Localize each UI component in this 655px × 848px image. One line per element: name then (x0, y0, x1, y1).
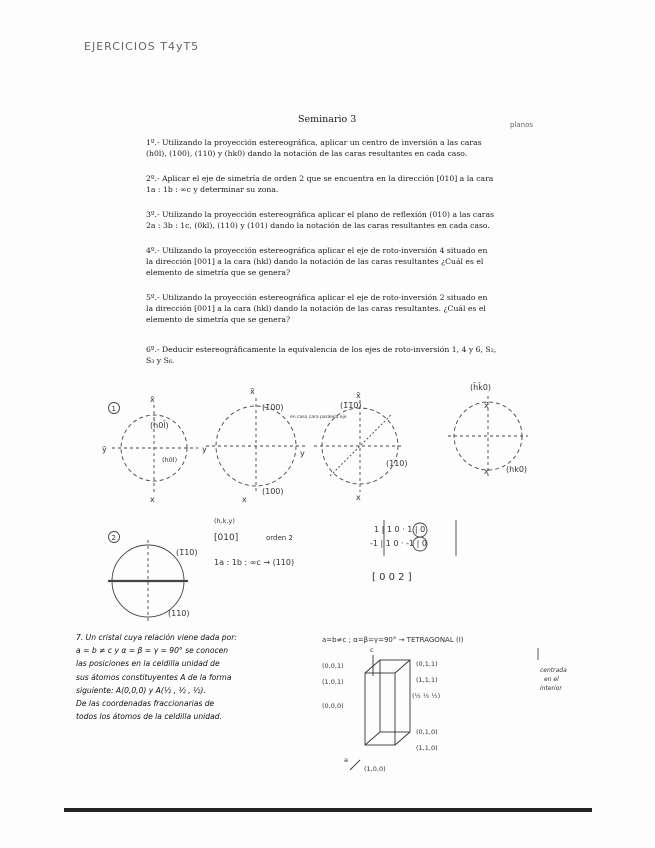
circled-number-2: 2 (111, 534, 116, 542)
f2-axis-y: y (300, 449, 305, 458)
ex7-coord-right-3: (½ ½ ½) (412, 692, 441, 700)
page-title: Seminario 3 (298, 114, 357, 125)
exercise-line: 3º.- Utilizando la proyección estereográfica aplicar el plano de reflexión (010) a las caras (146, 210, 494, 219)
ex7-answer-header: a=b≠c ; α=β=γ=90° → TETRAGONAL (I) (322, 636, 464, 644)
f5-mid-hky: (h,k,y) (214, 517, 235, 525)
ex7-coord-left-1: (0,0,1) (322, 662, 344, 670)
stereo-circle-4 (454, 402, 522, 470)
f5-mid-result: 1a : 1b : ∞c → (110) (214, 558, 295, 567)
ex7-coord-left-2: (1,0,1) (322, 678, 344, 686)
ex7-coord-bottom: (1,0,0) (364, 765, 386, 773)
f5-orden: orden 2 (266, 534, 293, 542)
ex7-line: todos los átomos de la celdilla unidad. (76, 712, 222, 722)
exercise-line: 6º.- Deducir estereográficamente la equivalencia de los ejes de roto-inversión 1, 4 y 6, S₂, (146, 345, 497, 354)
exercise-line: S₃ y S₆. (146, 356, 175, 365)
f5-bottom-label: (110) (168, 609, 190, 618)
f1-axis-ybar: ȳ (102, 445, 107, 454)
ex7-axis-c: c (370, 646, 374, 654)
circled-number-1: 1 (111, 405, 116, 413)
exercise-line: 2a : 3b : 1c, (0kl), (110) y (101) dando la notación de las caras resultantes en cada caso. (146, 221, 490, 230)
matrix-row-2: -1 | 1 0 · -1 | 0 (370, 539, 427, 548)
ex7-axis-a: a (344, 756, 348, 764)
exercise-line: elemento de simetría que se genera? (146, 268, 291, 277)
ex7-line: las posiciones en la celdilla unidad de (76, 659, 220, 669)
exercise-line: 4º.- Utilizando la proyección estereográfica aplicar el eje de roto-inversión 4 situado en (146, 246, 488, 255)
ex7-side-note-2: en el (544, 676, 559, 683)
f1-axis-x: x (150, 495, 155, 504)
f1-axis-xbar: x̄ (150, 395, 155, 404)
ex7-coord-left-3: (0,0,0) (322, 702, 344, 710)
exercise-7 (76, 631, 316, 723)
exercise-line: 2º.- Aplicar el eje de simetría de orden 2 que se encuentra en la dirección [010] a la cara (146, 174, 494, 183)
exercise-line: elemento de simetría que se genera? (146, 315, 291, 324)
header-note: EJERCICIOS T4yT5 (84, 40, 200, 53)
exercise-line: (h0l), (100), (110) y (hk0) dando la notación de las caras resultantes en cada caso. (146, 149, 468, 158)
matrix-result: [ 0 0 2 ] (372, 572, 412, 583)
exercise-line: la dirección [001] a la cara (hkl) dando la notación de las caras resultantes. ¿Cuál es el (146, 304, 486, 313)
f3-top-label: (1̄1̄0) (340, 401, 362, 410)
matrix-row-1: 1 | 1 0 · 1 | 0 (374, 525, 426, 534)
f1-axis-y: y (202, 445, 207, 454)
exercise-line: 1a : 1b : ∞c y determinar su zona. (146, 185, 279, 194)
exercise-line: 1º.- Utilizando la proyección estereográfica, aplicar un centro de inversión a las caras (146, 138, 482, 147)
f4-bottom-label: (hk0) (506, 465, 528, 474)
ex7-side-note-1: centrada (540, 667, 567, 674)
ex7-coord-right-2: (1,1,1) (416, 676, 438, 684)
exercise-line: la dirección [001] a la cara (hkl) dando la notación de las caras resultantes ¿Cuál es el (146, 257, 484, 266)
f3-axis-xbar: x̄ (356, 391, 361, 400)
ex7-coord-right-1: (0,1,1) (416, 660, 438, 668)
ex7-line: De las coordenadas fraccionarias de (76, 699, 215, 709)
f2-axis-x: x (242, 495, 247, 504)
f1-top-label: (h̄0l̄) (150, 421, 169, 430)
f2-axis-xbar: x̄ (250, 387, 255, 396)
ex7-side-note-3: interior (540, 685, 562, 692)
exercise-line: 5º.- Utilizando la proyección estereográfica aplicar el eje de roto-inversión 2 situado en (146, 293, 488, 302)
f2-top-label: (1̄00) (262, 403, 284, 412)
tetragonal-cell (350, 655, 410, 770)
f3-axis-x: x (356, 493, 361, 502)
f4-top-label: (h̄k̄0) (470, 383, 492, 392)
f1-bottom-label: (h0l) (162, 456, 178, 464)
bottom-rule (64, 808, 592, 812)
f2-bottom-label: (100) (262, 487, 284, 496)
ex7-line: siguiente: A(0,0,0) y A(½ , ½ , ½). (76, 685, 206, 695)
f4-axis-xbar: x̄ (484, 401, 489, 410)
ex7-line: a = b ≠ c y α = β = γ = 90° se conocen (76, 646, 229, 656)
ex7-line: 7. Un cristal cuya relación viene dada por: (76, 633, 237, 642)
f2-note: en caso cara paralela eje (290, 415, 347, 420)
f3-bottom-label: (110) (386, 459, 408, 468)
f5-mid-direction: [010] (214, 533, 239, 543)
ex7-coord-right-5: (1,1,0) (416, 744, 438, 752)
ex7-line: sus átomos constituyentes A de la forma (76, 672, 232, 682)
margin-note-planos: planos (510, 121, 534, 129)
f4-axis-x: x (484, 467, 489, 476)
ex7-coord-right-4: (0,1,0) (416, 728, 438, 736)
f5-top-label: (1̄10) (176, 548, 198, 557)
